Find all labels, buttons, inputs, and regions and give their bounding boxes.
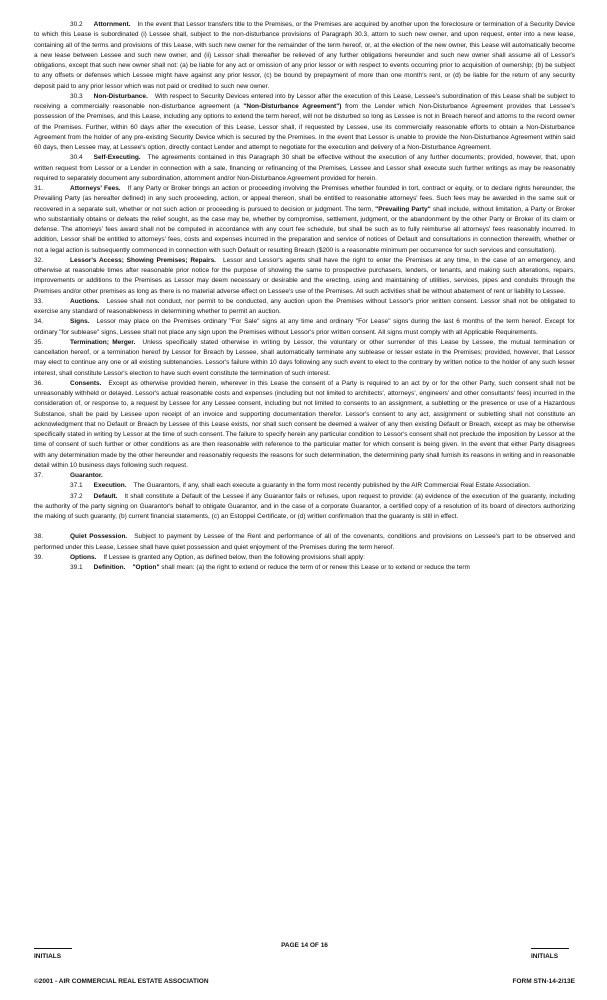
- paragraph-36: 36. Consents. Except as otherwise provided herein, wherever in this Lease the consent of a Party is required to an act by or for the other Party, such consent shall not be unreasonably withheld or delayed. Lessor's actual reasonable costs and expenses (including but not limited to architects', attorneys', engineers' and other consultants' fees) incurred in the consideration of, or response to, a request by Lessee for any Lessee consent, including but not limited to consents to an assignment, a subletting or the presence or use of a Hazardous Substance, shall be paid by Lessee upon receipt of an invoice and supporting documentation therefor. Lessor's consent to any act, assignment or subletting shall not constitute an acknowledgment that no Default or Breach by Lessee of this Lease exists, nor shall such consent be deemed a waiver of any then existing Default or Breach, except as may be otherwise specifically stated in writing by Lessor at the time of such consent. The failure to specify herein any particular condition to Lessor's consent shall not preclude the imposition by Lessor at the time of consent of such further or other conditions as are then reasonable with reference to the particular matter for which consent is being given. In the event that either Party disagrees with any determination made by the other hereunder and reasonably requests the reasons for such determination, the determining party shall furnish its reasons in writing and in reasonable detail within 10 business days following such request.: [34, 379, 575, 469]
- paragraph-30-3: 30.3 Non-Disturbance. With respect to Security Devices entered into by Lessor after the execution of this Lease, Lessee's subordination of this Lease shall be subject to receiving a commercially reasonable non-disturbance agreement (a "Non-Disturbance Agreement") from the Lender which Non-Disturbance Agreement provides that Lessee's possession of the Premises, and this Lease, including any options to extend the term hereof, will not be disturbed so long as Lessee is not in Breach hereof and attorns to the record owner of the Premises. Further, within 60 days after the execution of this Lease, Lessor shall, if requested by Lessee, use its commercially reasonable efforts to obtain a Non-Disturbance Agreement from the holder of any pre-existing Security Device which is secured by the Premises. In the event that Lessor is unable to provide the Non-Disturbance Agreement within said 60 days, then Lessee may, at Lessee's option, directly contact Lender and attempt to negotiate for the execution and delivery of a Non-Disturbance Agreement.: [34, 92, 576, 151]
- paragraph-35: 35. Termination; Merger. Unless specifically stated otherwise in writing by Lessor, the voluntary or other surrender of this Lease by Lessee, the mutual termination or cancellation hereof, or a termination hereof by Lessor for Breach by Lessee, shall automatically terminate any sublease or lesser estate in the Premises; provided, however, that Lessor may elect to continue any one or all existing subtenancies. Lessor's failure within 10 days following any such event to elect to the contrary by written notice to the holder of any such lesser interest, shall constitute Lessor's election to have such event constitute the termination of such interest.: [34, 338, 576, 377]
- paragraph-37: 37. Guarantor.: [34, 472, 103, 479]
- page-footer: [34, 942, 575, 992]
- paragraph-32: 32. Lessor's Access; Showing Premises; Repairs. Lessor and Lessor's agents shall have the right to enter the Premises at any time, in the case of an emergency, and otherwise at reasonable times after reasonable prior notice for the purpose of showing the same to prospective purchasers, lenders, or tenants, and making such alterations, repairs, improvements or additions to the Premises as Lessor may deem necessary or desirable and the erecting, using and maintaining of utilities, services, pipes and conduits through the Premises and/or other premises as long as there is no material adverse effect on Lessee's use of the Premises. All such activities shall be without abatement of rent or liability to Lessee.: [34, 256, 575, 295]
- initials-left-label: INITIALS: [34, 953, 62, 960]
- initials-right-label: INITIALS: [531, 953, 559, 960]
- form-number: FORM STN-14-2/13E: [512, 978, 575, 985]
- paragraph-33: 33. Auctions. Lessee shall not conduct, nor permit to be conducted, any auction upon the Premises without Lessor's prior written consent. Lessor shall not be obligated to exercise any standard of reasonableness in determining whether to permit an auction.: [34, 297, 575, 315]
- paragraph-39-1: 39.1 Definition. "Option" shall mean: (a) the right to extend or reduce the term of or renew this Lease or to extend or reduce the term: [70, 564, 470, 571]
- paragraph-37-2: 37.2 Default. It shall constitute a Default of the Lessee if any Guarantor fails or refuses, upon request to provide: (a) evidence of the execution of the guaranty, including the authority of the party signing on Guarantor's behalf to obligate Guarantor, and in the case of a corporate Guarantor, a certified copy of a resolution of its board of directors authorizing the making of such guaranty, (b) current financial statements, (c) an Estoppel Certificate, or (d) written confirmation that the guaranty is still in effect.: [34, 492, 575, 520]
- paragraph-34: 34. Signs. Lessor may place on the Premises ordinary "For Sale" signs at any time and ordinary "For Lease" signs during the last 6 months of the term hereof. Except for ordinary "for sublease" signs, Lessee shall not place any sign upon the Premises without Lessor's prior written consent. All signs must comply with all Applicable Requirements.: [34, 318, 575, 336]
- copyright-notice: ©2001 - AIR COMMERCIAL REAL ESTATE ASSOCIATION: [34, 978, 209, 985]
- paragraph-38: 38. Quiet Possession. Subject to payment by Lessee of the Rent and performance of all of the covenants, conditions and provisions on Lessee's part to be observed and performed under this Lease, Lessee shall have quiet possession and quiet enjoyment of the Premises during the term hereof.: [34, 533, 575, 551]
- paragraph-31: 31. Attorneys' Fees. If any Party or Broker brings an action or proceeding involving the Premises whether founded in tort, contract or equity, or to declare rights hereunder, the Prevailing Party (as hereafter defined) in any such proceeding, action, or appeal thereon, shall be entitled to reasonable attorneys' fees. Such fees may be awarded in the same suit or recovered in a separate suit, whether or not such action or proceeding is pursued to decision or judgment. The term, "Prevailing Party" shall include, without limitation, a Party or Broker who substantially obtains or defeats the relief sought, as the case may be, whether by compromise, settlement, judgment, or the abandonment by the other Party or Broker of its claim or defense. The attorneys' fees award shall not be computed in accordance with any court fee schedule, but shall be such as to fully reimburse all attorneys' fees reasonably incurred. In addition, Lessor shall be entitled to attorneys' fees, costs and expenses incurred in the preparation and service of notices of Default and consultations in connection therewith, whether or not a legal action is subsequently commenced in connection with such Default or resulting Breach ($200 is a reasonable minimum per occurrence for such services and consultation).: [34, 185, 575, 254]
- paragraph-37-1: 37.1 Execution. The Guarantors, if any, shall each execute a guaranty in the form most recently published by the AIR Commercial Real Estate Association.: [70, 482, 531, 490]
- paragraph-30-4: 30.4 Self-Executing. The agreements contained in this Paragraph 30 shall be effective without the execution of any further documents; provided, however, that, upon written request from Lessor or a Lender in connection with a sale, financing or refinancing of the Premises, Lessee and Lessor shall execute such further writings as may be reasonably required to separately document any subordination, attornment and/or Non-Disturbance Agreement provided for herein.: [34, 154, 575, 182]
- page-number: PAGE 14 OF 16: [281, 942, 328, 949]
- paragraph-30-2: 30.2 Attornment. In the event that Lessor transfers title to the Premises, or the Premises are acquired by another upon the foreclosure or termination of a Security Device to which this Lease is subordinated (i) Lessee shall, subject to the non-disturbance provisions of Paragraph 30.3, attorn to such new owner, and upon request, enter into a new lease, containing all of the terms and provisions of this Lease, with such new owner for the remainder of the term hereof, or, at the election of the new owner, this Lease will automatically become a new lease between Lessee and such new owner, and (ii) Lessor shall thereafter be relieved of any further obligations hereunder and such new owner shall assume all of Lessor's obligations, except that such new owner shall not: (a) be liable for any act or omission of any prior lessor or with respect to events occurring prior to acquisition of ownership; (b) be subject to any offsets or defenses which Lessee might have against any prior lessor, (c) be bound by prepayment of more than one month's rent, or (d) be liable for the return of any security deposit paid to any prior lessor which was not paid or credited to such new owner.: [34, 21, 575, 90]
- lease-body: [34, 20, 575, 573]
- initials-right-line[interactable]: [531, 942, 569, 949]
- initials-right: [531, 942, 575, 960]
- paragraph-39: 39. Options. If Lessee is granted any Option, as defined below, then the following provisions shall apply:: [34, 553, 365, 561]
